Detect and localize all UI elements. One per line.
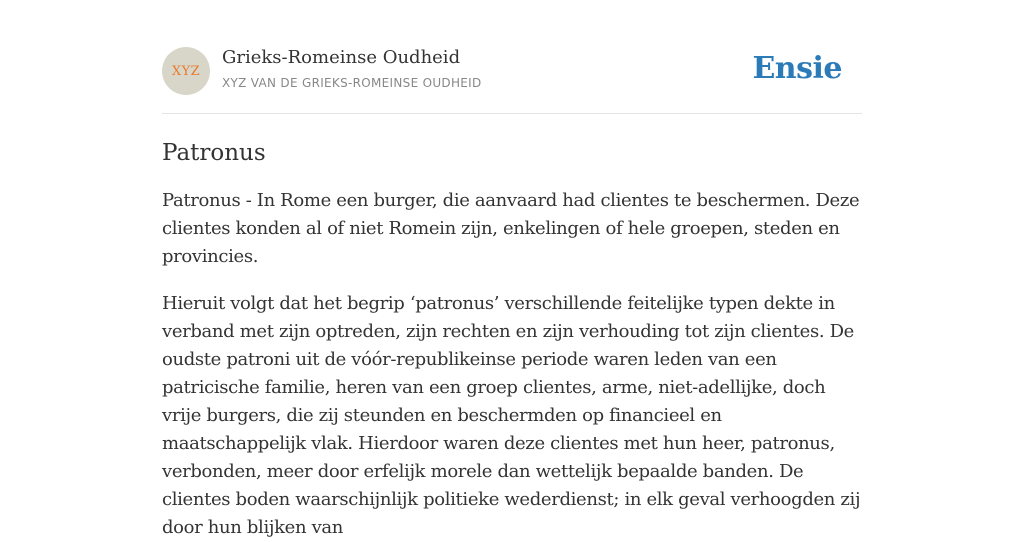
article-paragraph: Hieruit volgt dat het begrip ‘patronus’ verschillende feitelijke typen dekte in verband met zijn optreden, zijn rechten en zijn verhouding tot zijn clientes. De oudste patroni uit de vóór-republikeinse periode waren leden van een patricische familie, heren van een groep clientes, arme, niet-adellijke, doch vrije burgers, die zij steunden en beschermden op financieel en maatschappelijk vlak. Hierdoor waren deze clientes met hun heer, patronus, verbonden, meer door erfelijk morele dan wettelijk bepaalde banden. De clientes boden waarschijnlijk politieke wederdienst; in elk geval verhoogden zij door hun blijken van xyxy=(162,293,861,538)
site-title[interactable]: Grieks-Romeinse Oudheid xyxy=(222,47,461,68)
header-divider xyxy=(162,113,862,114)
avatar[interactable] xyxy=(162,47,210,95)
ensie-logo-link[interactable]: Ensie xyxy=(752,51,842,86)
article-paragraph: Patronus - In Rome een burger, die aanvaard had clientes te beschermen. Deze clientes konden al of niet Romein zijn, enkelingen of hele groepen, steden en provincies. xyxy=(162,190,860,267)
article xyxy=(162,138,862,542)
article-title: Patronus xyxy=(162,140,266,166)
site-subtitle: XYZ VAN DE GRIEKS-ROMEINSE OUDHEID xyxy=(222,76,482,90)
site-header xyxy=(162,46,862,96)
avatar-label: XYZ xyxy=(171,63,201,79)
